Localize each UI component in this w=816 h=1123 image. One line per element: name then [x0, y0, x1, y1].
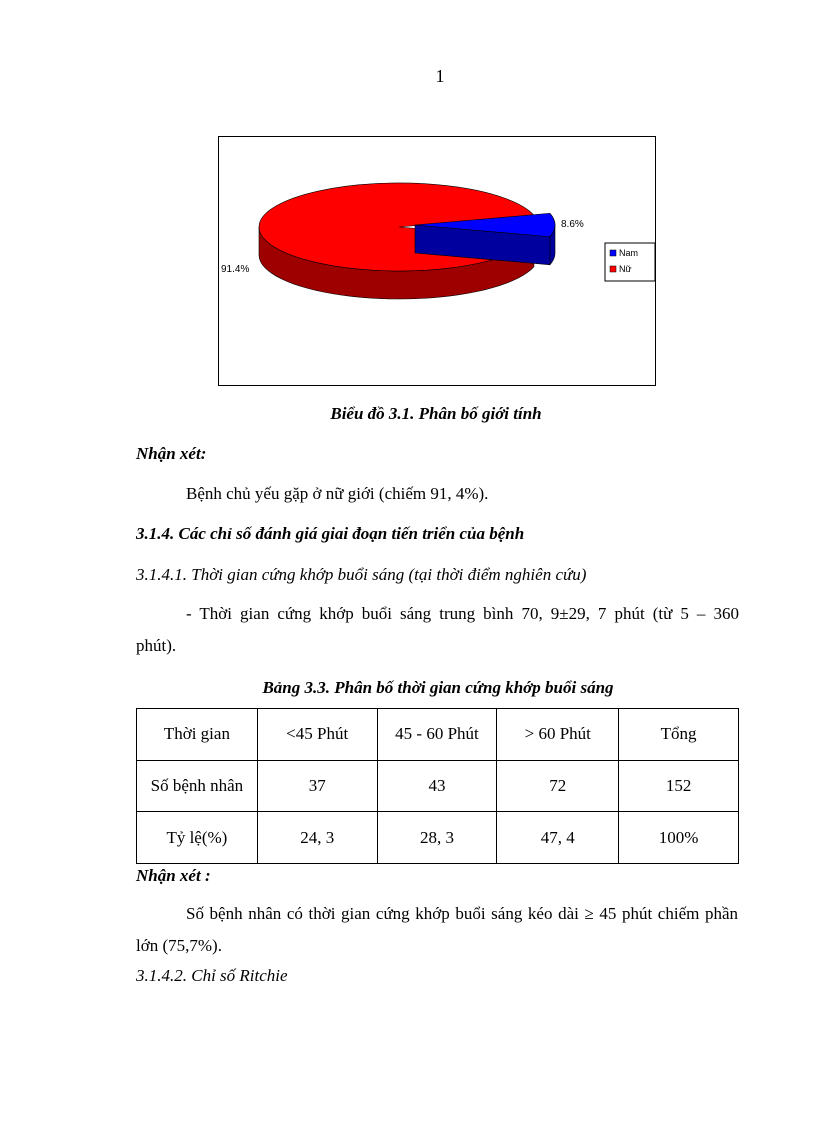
table-cell: 100%: [619, 812, 739, 864]
table-cell: 152: [619, 760, 739, 812]
table-row: [137, 760, 739, 812]
table-cell: 72: [497, 760, 619, 812]
table-header-cell: <45 Phút: [257, 709, 377, 761]
chart-frame: [218, 136, 656, 386]
table-cell: Số bệnh nhân: [137, 760, 258, 812]
data-label-nu: 91.4%: [221, 264, 250, 275]
table-cell: Tỷ lệ(%): [137, 812, 258, 864]
time-distribution-table: [136, 708, 739, 864]
paragraph-line2: phút).: [136, 636, 177, 655]
section-heading: 3.1.4. Các chỉ số đánh giá giai đoạn tiến triển của bệnh: [136, 524, 525, 543]
legend-label-nam: Nam: [619, 248, 639, 258]
remark1-text: Bệnh chủ yếu gặp ở nữ giới (chiếm 91, 4%).: [186, 484, 489, 503]
chart-legend: [605, 243, 655, 281]
page-number: 1: [435, 66, 445, 86]
pie-chart: [219, 137, 655, 385]
table-header-cell: Thời gian: [137, 709, 258, 761]
table-header-cell: 45 - 60 Phút: [377, 709, 497, 761]
remark2-heading: Nhận xét :: [136, 866, 211, 885]
table-row: [137, 812, 739, 864]
table-caption: Bảng 3.3. Phân bố thời gian cứng khớp buổi sáng: [262, 678, 614, 697]
chart-caption: Biểu đồ 3.1. Phân bố giới tính: [330, 404, 542, 423]
remark2-text: Số bệnh nhân có thời gian cứng khớp buổi sáng kéo dài ≥ 45 phút chiếm phần lớn (75,7%).: [136, 904, 738, 955]
table-header-cell: > 60 Phút: [497, 709, 619, 761]
subsection-heading-3-1-4-1: 3.1.4.1. Thời gian cứng khớp buổi sáng (tại thời điểm nghiên cứu): [136, 565, 587, 584]
legend-label-nu: Nữ: [619, 264, 632, 274]
table-header-cell: Tổng: [619, 709, 739, 761]
paragraph-line1: - Thời gian cứng khớp buổi sáng trung bình 70, 9±29, 7 phút (từ 5 – 360: [186, 604, 739, 623]
remark1-heading: Nhận xét:: [136, 444, 207, 463]
table-header-row: [137, 709, 739, 761]
legend-swatch-nu: [610, 266, 616, 272]
data-label-nam: 8.6%: [561, 219, 584, 230]
legend-swatch-nam: [610, 250, 616, 256]
table-cell: 24, 3: [257, 812, 377, 864]
subsection-heading-3-1-4-2: 3.1.4.2. Chỉ số Ritchie: [136, 966, 288, 985]
table-cell: 28, 3: [377, 812, 497, 864]
table-cell: 37: [257, 760, 377, 812]
table-cell: 43: [377, 760, 497, 812]
table-cell: 47, 4: [497, 812, 619, 864]
